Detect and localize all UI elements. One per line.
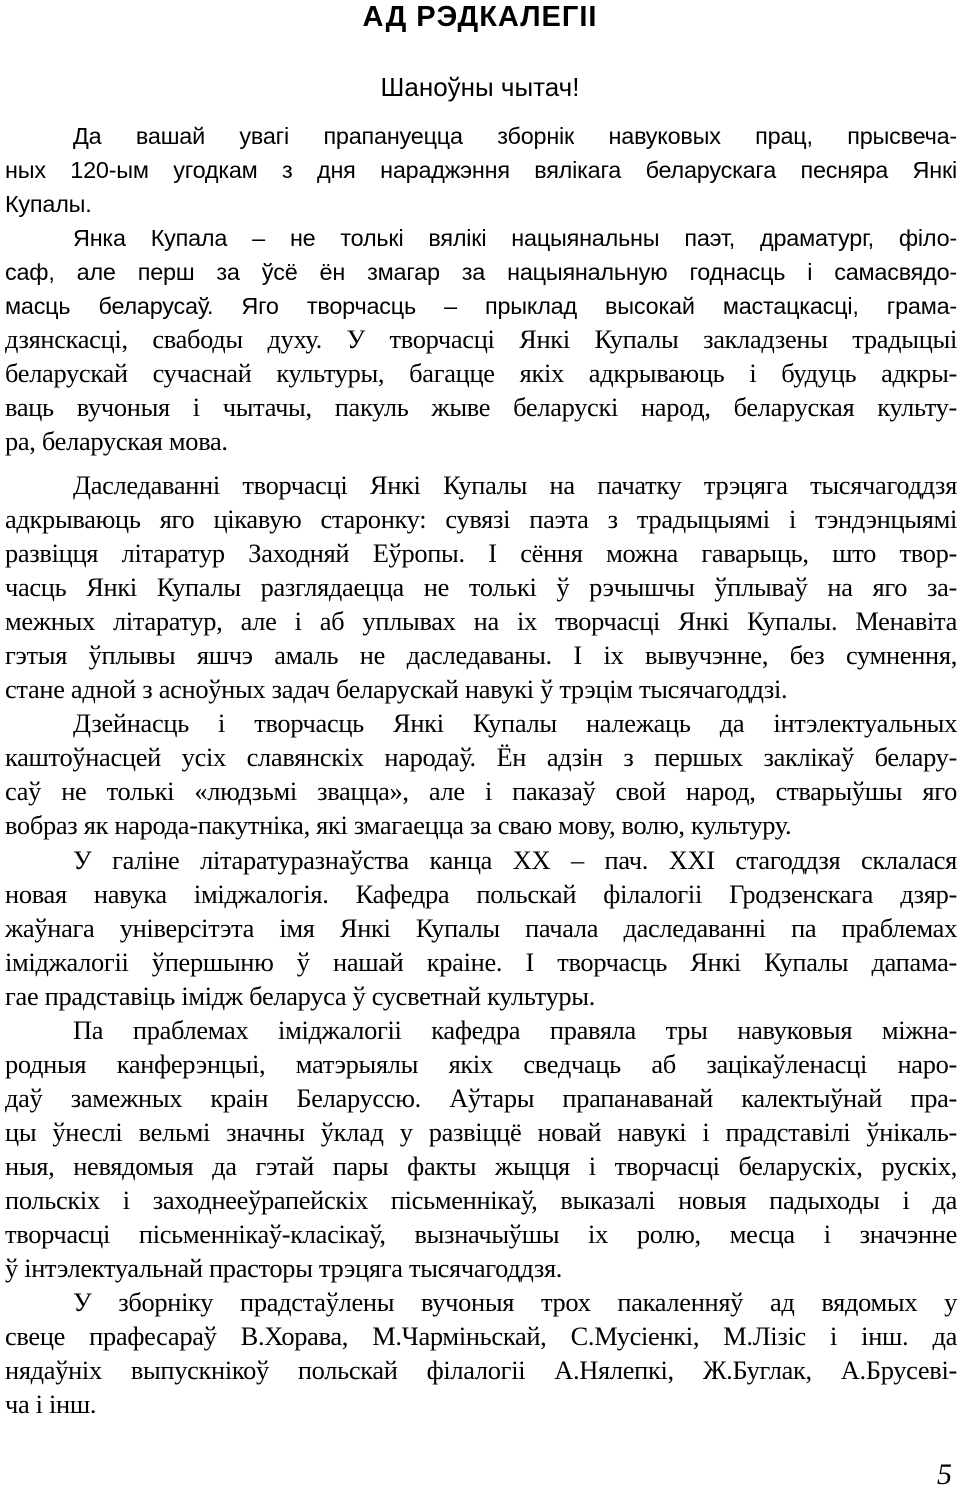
text-line: Купалы. xyxy=(5,190,92,217)
text-line: стане адной з асноўных задач беларускай навукі ў трэцім тысячагоддзі. xyxy=(5,674,788,705)
text-line: часць Янкі Купалы разглядаецца не толькі ў рэчышчы ўплываў на яго за- xyxy=(5,572,957,603)
text-line: іміджалогіі ўпершыню ў нашай краіне. І творчасць Янкі Купалы дапама- xyxy=(5,946,957,977)
text-line: У галіне літаратуразнаўства канца ХХ – пач. ХХІ стагоддзя склалася xyxy=(73,844,957,875)
text-line: жаўнага універсітэта імя Янкі Купалы пачала даследаванні па праблемах xyxy=(5,912,957,943)
page-heading: АД РЭДКАЛЕГІІ xyxy=(362,1,598,33)
paragraph-2 xyxy=(5,222,957,459)
paragraph-1 xyxy=(5,120,957,222)
paragraph-7 xyxy=(5,1285,957,1421)
text-line: развіцця літаратур Заходняй Еўропы. І сёння можна гаварыць, што твор- xyxy=(5,538,957,569)
text-line: беларускай сучаснай культуры, багацце якіх адкрываюць і будуць адкры- xyxy=(5,358,957,389)
text-line: цы ўнеслі вельмі значны ўклад у развіццё новай навукі і прадставілі ўнікаль- xyxy=(5,1116,957,1147)
page-number: 5 xyxy=(937,1458,952,1491)
text-line: Янка Купала – не толькі вялікі нацыянальны паэт, драматург, філо- xyxy=(73,224,957,251)
text-line: гэтыя ўплывы яшчэ амаль не даследаваны. І іх вывучэнне, без сумнення, xyxy=(5,640,957,671)
text-line: новая навука іміджалогія. Кафедра польскай філалогіі Гродзенскага дзяр- xyxy=(5,878,957,909)
text-line: польскіх і заходнееўрапейскіх пісьменнікаў, выказалі новыя падыходы і да xyxy=(5,1184,957,1215)
text-line: ныя, невядомыя да гэтай пары факты жыцця і творчасці беларускіх, рускіх, xyxy=(5,1150,957,1181)
text-line: ў інтэлектуальнай прасторы трэцяга тысячагоддзя. xyxy=(5,1253,563,1284)
text-line: ных 120-ым угодкам з дня нараджэння вялікага беларускага песняра Янкі xyxy=(5,156,957,183)
text-line: гае прадставіць імідж беларуса ў сусветнай культуры. xyxy=(5,980,595,1011)
text-line: Да вашай увагі прапануецца зборнік навуковых прац, прысвеча- xyxy=(73,123,957,149)
text-line: саф, але перш за ўсё ён змагар за нацыянальную годнасць і самасвядо- xyxy=(5,258,957,285)
text-line: свеце прафесараў В.Хорава, М.Чармiньскай, С.Мусіенкі, М.Лізіс і інш. да xyxy=(5,1321,957,1352)
paragraph-4 xyxy=(5,706,957,842)
text-line: адкрываюць яго цікавую старонку: сувязі паэта з традыцыямі і тэндэнцыямі xyxy=(5,504,957,535)
text-line: ваць вучоныя і чытачы, пакуль жыве беларускі народ, беларуская культу- xyxy=(5,392,957,423)
text-line: даў замежных краін Беларуссю. Аўтары прапанаванай калектыўнай пра- xyxy=(5,1082,957,1113)
text-line: ра, беларуская мова. xyxy=(5,426,228,457)
text-line: ча і інш. xyxy=(5,1389,97,1420)
text-line: каштоўнасцей усіх славянскіх народаў. Ён адзін з першых заклікаў белару- xyxy=(5,742,957,773)
text-line: родныя канферэнцыі, матэрыялы якіх сведчаць аб зацікаўленасці наро- xyxy=(5,1048,957,1079)
text-line: масць беларусаў. Яго творчасць – прыклад высокай мастацкасці, грама- xyxy=(5,292,957,319)
text-line: У зборніку прадстаўлены вучоныя трох пакаленняў ад вядомых у xyxy=(73,1287,957,1318)
text-line: саў не толькі «людзьмі звацца», але і паказаў свой народ, стварыўшы яго xyxy=(5,776,957,807)
text-line: Даследаванні творчасці Янкі Купалы на пачатку трэцяга тысячагоддзя xyxy=(73,470,957,500)
text-line: межных літаратур, але і аб уплывах на іх творчасці Янкі Купалы. Менавіта xyxy=(5,606,957,637)
text-line: вобраз як народа-пакутніка, які змагаецца за сваю мову, волю, культуру. xyxy=(5,810,792,841)
salutation: Шаноўны чытач! xyxy=(380,72,580,102)
paragraph-6 xyxy=(5,1013,957,1285)
paragraph-3 xyxy=(5,468,957,706)
main-text-block xyxy=(5,468,957,1421)
text-line: дзянскасці, свабоды духу. У творчасці Янкі Купалы закладзены традыцыі xyxy=(5,324,957,355)
text-line: Па праблемах іміджалогіі кафедра правяла тры навуковыя міжна- xyxy=(73,1014,957,1045)
paragraph-5 xyxy=(5,843,957,1013)
text-line: Дзейнасць і творчасць Янкі Купалы належаць да інтэлектуальных xyxy=(73,708,957,739)
text-line: творчасці пісьменнікаў-класікаў, вызначыўшы іх ролю, месца і значэнне xyxy=(5,1219,957,1250)
intro-text-block xyxy=(5,120,957,459)
text-line: нядаўніх выпускнікоў польскай філалогіі А.Нялепкі, Ж.Буглак, А.Брусеві- xyxy=(5,1355,957,1386)
